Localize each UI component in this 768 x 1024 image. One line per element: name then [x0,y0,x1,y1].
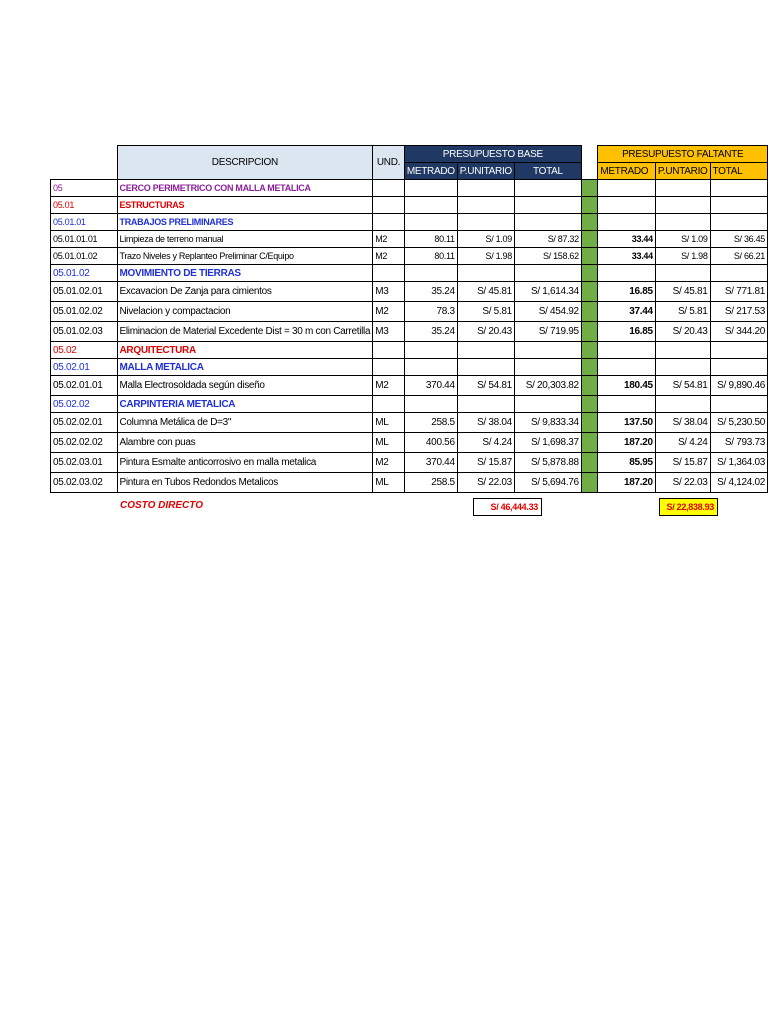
cell-und[interactable]: M2 [373,248,405,265]
cell-code[interactable]: 05.02.03.01 [51,453,118,473]
cell-punitario[interactable]: S/ 38.04 [457,413,514,433]
table-row [51,231,768,248]
cell-und[interactable]: M2 [373,302,405,322]
cell-total[interactable]: S/ 719.95 [514,322,581,342]
table-row [51,282,768,302]
cell-descripcion[interactable]: Nivelacion y compactacion [117,302,373,322]
table-row [51,413,768,433]
table-row [51,265,768,282]
cell-total[interactable] [514,214,581,231]
cell-faltante-total[interactable] [710,359,767,376]
header-faltante-metrado[interactable]: METRADO [598,163,655,180]
cell-punitario[interactable]: S/ 45.81 [457,282,514,302]
cell-descripcion[interactable]: CERCO PERIMETRICO CON MALLA METALICA [117,180,373,197]
cell-und[interactable]: ML [373,413,405,433]
table-row [51,342,768,359]
cell-metrado[interactable] [404,214,457,231]
cell-faltante-punitario[interactable]: S/ 5.81 [655,302,710,322]
cell-code[interactable]: 05.02.02.01 [51,413,118,433]
separator-cell [581,214,598,231]
cell-punitario[interactable]: S/ 1.09 [457,231,514,248]
cell-metrado[interactable]: 35.24 [404,322,457,342]
cell-descripcion[interactable]: Limpieza de terreno manual [117,231,373,248]
cell-metrado[interactable] [404,396,457,413]
cell-descripcion[interactable]: MALLA METALICA [117,359,373,376]
cell-faltante-metrado[interactable]: 85.95 [598,453,655,473]
cell-total[interactable] [514,342,581,359]
cell-total[interactable] [514,197,581,214]
cell-total[interactable]: S/ 87.32 [514,231,581,248]
cell-code[interactable]: 05.01.01 [51,214,118,231]
cell-faltante-punitario[interactable] [655,396,710,413]
cell-faltante-punitario[interactable] [655,359,710,376]
costo-directo-label: COSTO DIRECTO [120,500,203,511]
cell-code[interactable]: 05.01.02.02 [51,302,118,322]
cell-faltante-metrado[interactable]: 16.85 [598,282,655,302]
cell-faltante-metrado[interactable]: 37.44 [598,302,655,322]
costo-directo-total-faltante[interactable]: S/ 22,838.93 [659,498,718,516]
cell-punitario[interactable] [457,396,514,413]
cell-punitario[interactable]: S/ 54.81 [457,376,514,396]
cell-faltante-total[interactable] [710,265,767,282]
separator-cell [581,282,598,302]
separator-cell [581,433,598,453]
separator-cell [581,231,598,248]
table-row [51,322,768,342]
cell-total[interactable] [514,359,581,376]
cell-faltante-metrado[interactable] [598,396,655,413]
cell-code[interactable]: 05.01 [51,197,118,214]
cell-descripcion[interactable]: MOVIMIENTO DE TIERRAS [117,265,373,282]
cell-faltante-total[interactable] [710,197,767,214]
header-und[interactable]: UND. [373,146,405,180]
cell-faltante-metrado[interactable] [598,180,655,197]
cell-descripcion[interactable]: Trazo Niveles y Replanteo Preliminar C/Equipo [117,248,373,265]
cell-faltante-total[interactable] [710,214,767,231]
cell-total[interactable]: S/ 5,878.88 [514,453,581,473]
cell-metrado[interactable]: 78.3 [404,302,457,322]
cell-faltante-punitario[interactable]: S/ 54.81 [655,376,710,396]
cell-faltante-total[interactable]: S/ 217.53 [710,302,767,322]
cell-faltante-metrado[interactable]: 187.20 [598,433,655,453]
separator-cell [581,396,598,413]
cell-faltante-punitario[interactable]: S/ 22.03 [655,473,710,493]
cell-metrado[interactable] [404,359,457,376]
cell-punitario[interactable]: S/ 22.03 [457,473,514,493]
cell-code[interactable]: 05.01.02.01 [51,282,118,302]
cell-descripcion[interactable]: Pintura en Tubos Redondos Metalicos [117,473,373,493]
cell-punitario[interactable]: S/ 15.87 [457,453,514,473]
cell-und[interactable] [373,396,405,413]
cell-code[interactable]: 05.02 [51,342,118,359]
cell-code[interactable]: 05 [51,180,118,197]
separator-cell [581,197,598,214]
cell-metrado[interactable]: 80.11 [404,231,457,248]
cell-faltante-punitario[interactable] [655,197,710,214]
header-faltante-punitario[interactable]: P.UNTARIO [655,163,710,180]
header-faltante-total[interactable]: TOTAL [710,163,767,180]
costo-directo-total-base[interactable]: S/ 46,444.33 [473,498,542,516]
cell-und[interactable] [373,214,405,231]
cell-faltante-punitario[interactable]: S/ 15.87 [655,453,710,473]
cell-faltante-metrado[interactable] [598,342,655,359]
cell-und[interactable] [373,342,405,359]
cell-und[interactable] [373,197,405,214]
cell-faltante-metrado[interactable] [598,265,655,282]
cell-code[interactable]: 05.02.01 [51,359,118,376]
cell-code[interactable]: 05.01.01.02 [51,248,118,265]
cell-descripcion[interactable]: ARQUITECTURA [117,342,373,359]
cell-metrado[interactable]: 35.24 [404,282,457,302]
cell-und[interactable]: M2 [373,376,405,396]
cell-faltante-total[interactable]: S/ 4,124.02 [710,473,767,493]
header-row-top [51,146,768,163]
header-descripcion[interactable]: DESCRIPCION [117,146,373,180]
table-row [51,453,768,473]
cell-und[interactable]: M3 [373,282,405,302]
cell-metrado[interactable]: 400.56 [404,433,457,453]
separator-cell [581,322,598,342]
cell-code[interactable]: 05.02.02 [51,396,118,413]
cell-und[interactable]: ML [373,433,405,453]
cell-descripcion[interactable]: Eliminacion de Material Excedente Dist = 30 m con Carretilla [117,322,373,342]
cell-faltante-total[interactable]: S/ 793.73 [710,433,767,453]
cell-code[interactable]: 05.02.02.02 [51,433,118,453]
cell-faltante-punitario[interactable]: S/ 45.81 [655,282,710,302]
cell-faltante-total[interactable] [710,342,767,359]
cell-code[interactable]: 05.01.02 [51,265,118,282]
cell-und[interactable] [373,180,405,197]
header-base-metrado[interactable]: METRADO [404,163,457,180]
cell-punitario[interactable]: S/ 4.24 [457,433,514,453]
cell-descripcion[interactable]: Alambre con puas [117,433,373,453]
cell-descripcion[interactable]: Pintura Esmalte anticorrosivo en malla metalica [117,453,373,473]
cell-faltante-punitario[interactable]: S/ 38.04 [655,413,710,433]
table-row [51,433,768,453]
cell-punitario[interactable] [457,197,514,214]
cell-metrado[interactable] [404,265,457,282]
separator-cell [581,302,598,322]
cell-punitario[interactable] [457,214,514,231]
cell-total[interactable]: S/ 20,303.82 [514,376,581,396]
cell-und[interactable]: M2 [373,231,405,248]
cell-faltante-total[interactable]: S/ 771.81 [710,282,767,302]
cell-faltante-metrado[interactable]: 33.44 [598,231,655,248]
cell-punitario[interactable] [457,265,514,282]
table-row [51,473,768,493]
cell-faltante-metrado[interactable]: 187.20 [598,473,655,493]
cell-total[interactable]: S/ 1,614.34 [514,282,581,302]
cell-total[interactable]: S/ 9,833.34 [514,413,581,433]
cell-descripcion[interactable]: TRABAJOS PRELIMINARES [117,214,373,231]
cell-descripcion[interactable]: Excavacion De Zanja para cimientos [117,282,373,302]
cell-faltante-punitario[interactable]: S/ 1.09 [655,231,710,248]
separator-cell [581,342,598,359]
separator-cell [581,453,598,473]
separator-cell [581,359,598,376]
table-row [51,396,768,413]
header-presupuesto-faltante[interactable]: PRESUPUESTO FALTANTE [598,146,768,163]
cell-metrado[interactable] [404,342,457,359]
cell-descripcion[interactable]: CARPINTERIA METALICA [117,396,373,413]
cell-und[interactable] [373,265,405,282]
header-presupuesto-base[interactable]: PRESUPUESTO BASE [404,146,581,163]
table-row [51,248,768,265]
cell-faltante-punitario[interactable] [655,180,710,197]
cell-faltante-total[interactable] [710,396,767,413]
cell-code[interactable]: 05.02.03.02 [51,473,118,493]
cell-faltante-total[interactable]: S/ 344.20 [710,322,767,342]
cell-total[interactable]: S/ 1,698.37 [514,433,581,453]
cell-faltante-total[interactable]: S/ 9,890.46 [710,376,767,396]
cell-code[interactable]: 05.01.01.01 [51,231,118,248]
cell-descripcion[interactable]: ESTRUCTURAS [117,197,373,214]
cell-metrado[interactable]: 370.44 [404,376,457,396]
cell-und[interactable]: M3 [373,322,405,342]
cell-metrado[interactable]: 80.11 [404,248,457,265]
table-row [51,214,768,231]
cell-descripcion[interactable]: Malla Electrosoldada según diseño [117,376,373,396]
separator-cell [581,265,598,282]
cell-faltante-metrado[interactable]: 33.44 [598,248,655,265]
cell-faltante-total[interactable] [710,180,767,197]
table-row [51,359,768,376]
cell-descripcion[interactable]: Columna Metálica de D=3" [117,413,373,433]
cell-code[interactable]: 05.02.01.01 [51,376,118,396]
cell-metrado[interactable] [404,180,457,197]
cell-punitario[interactable]: S/ 20.43 [457,322,514,342]
cell-faltante-punitario[interactable]: S/ 4.24 [655,433,710,453]
cell-faltante-punitario[interactable]: S/ 20.43 [655,322,710,342]
cell-faltante-metrado[interactable] [598,197,655,214]
cell-faltante-metrado[interactable] [598,359,655,376]
table-row [51,376,768,396]
cell-faltante-punitario[interactable] [655,214,710,231]
header-base-total[interactable]: TOTAL [514,163,581,180]
cell-faltante-metrado[interactable]: 16.85 [598,322,655,342]
cell-punitario[interactable] [457,342,514,359]
cell-und[interactable] [373,359,405,376]
table-row [51,302,768,322]
cell-faltante-metrado[interactable] [598,214,655,231]
cell-punitario[interactable] [457,359,514,376]
cell-punitario[interactable]: S/ 1.98 [457,248,514,265]
cell-total[interactable] [514,180,581,197]
cell-und[interactable]: M2 [373,453,405,473]
cell-faltante-total[interactable]: S/ 66.21 [710,248,767,265]
cell-faltante-punitario[interactable] [655,342,710,359]
budget-table [50,145,768,493]
cell-total[interactable] [514,265,581,282]
cell-total[interactable]: S/ 5,694.76 [514,473,581,493]
cell-total[interactable]: S/ 454.92 [514,302,581,322]
separator-cell [581,376,598,396]
cell-faltante-total[interactable]: S/ 1,364.03 [710,453,767,473]
separator-cell [581,413,598,433]
cell-faltante-punitario[interactable]: S/ 1.98 [655,248,710,265]
table-row [51,180,768,197]
cell-faltante-total[interactable]: S/ 5,230.50 [710,413,767,433]
table-row [51,197,768,214]
cell-punitario[interactable] [457,180,514,197]
separator-cell [581,473,598,493]
cell-und[interactable]: ML [373,473,405,493]
cell-faltante-total[interactable]: S/ 36.45 [710,231,767,248]
cell-punitario[interactable]: S/ 5.81 [457,302,514,322]
separator-cell [581,248,598,265]
cell-metrado[interactable]: 370.44 [404,453,457,473]
cell-total[interactable] [514,396,581,413]
cell-faltante-metrado[interactable]: 137.50 [598,413,655,433]
cell-metrado[interactable] [404,197,457,214]
cell-code[interactable]: 05.01.02.03 [51,322,118,342]
cell-total[interactable]: S/ 158.62 [514,248,581,265]
header-base-punitario[interactable]: P.UNITARIO [457,163,514,180]
cell-metrado[interactable]: 258.5 [404,413,457,433]
cell-metrado[interactable]: 258.5 [404,473,457,493]
cell-faltante-punitario[interactable] [655,265,710,282]
separator-cell [581,180,598,197]
cell-faltante-metrado[interactable]: 180.45 [598,376,655,396]
